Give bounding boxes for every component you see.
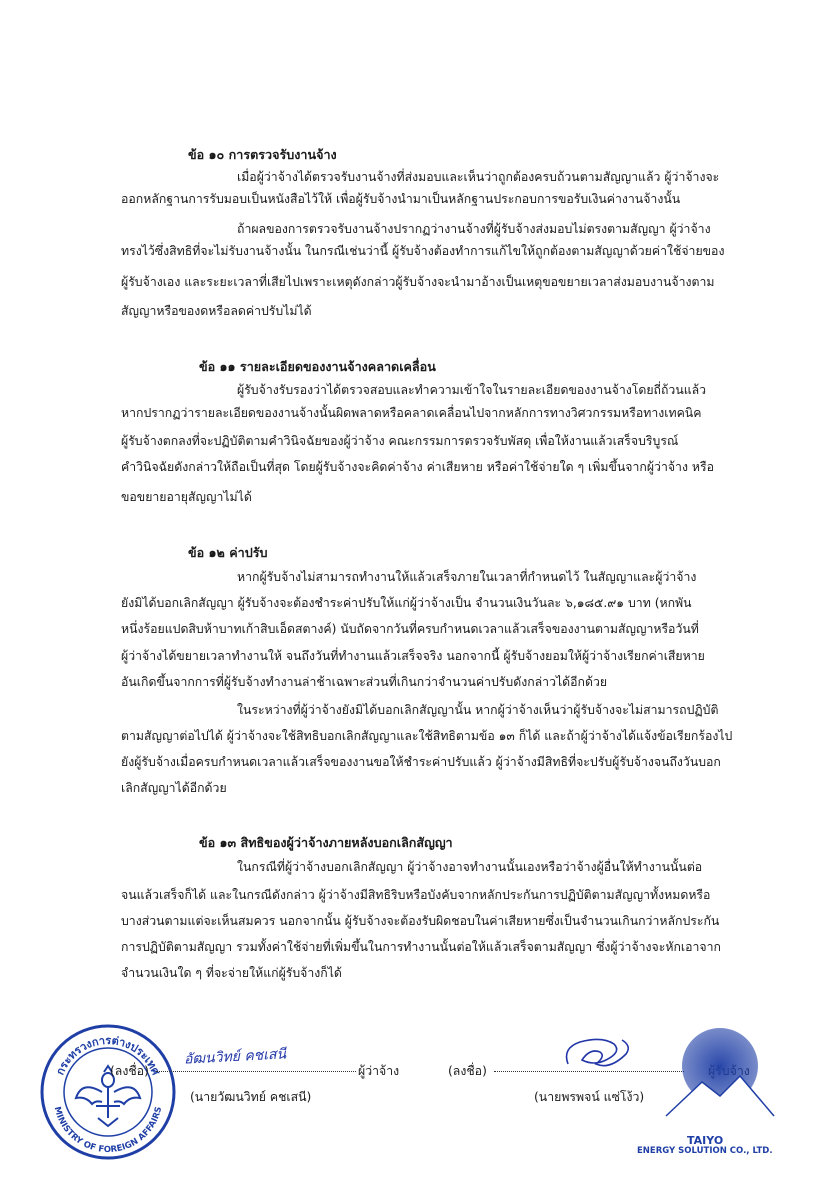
clause-10-line: ถ้าผลของการตรวจรับงานจ้างปรากฏว่างานจ้างที่ผู้รับจ้างส่งมอบไม่ตรงตามสัญญา ผู้ว่าจ้าง [237, 222, 711, 236]
clause-13-line: การปฏิบัติตามสัญญา รวมทั้งค่าใช้จ่ายที่เพิ่มขึ้นในการทำงานนั้นต่อให้แล้วเสร็จตามสัญญา ซึ่งผู้ว่าจ้างจะหักเอาจาก [121, 940, 721, 954]
clause-10-line: ผู้รับจ้างเอง และระยะเวลาที่เสียไปเพราะเหตุดังกล่าวผู้รับจ้างจะนำมาอ้างเป็นเหตุขอขยายเวลาส่งมอบงานจ้างตาม [121, 275, 715, 289]
clause-11-line: ผู้รับจ้างตกลงที่จะปฏิบัติตามคำวินิจฉัยของผู้ว่าจ้าง คณะกรรมการตรวจรับพัสดุ เพื่อให้งานแล้วเสร็จบริบูรณ์ [121, 434, 679, 448]
clause-11-line: ขอขยายอายุสัญญาไม่ได้ [121, 490, 252, 504]
clause-11-line: หากปรากฏว่ารายละเอียดของงานจ้างนั้นผิดพลาดหรือคลาดเคลื่อนไปจากหลักการทางวิศวกรรมหรือทางเทคนิค [121, 406, 702, 420]
clause-10-line: ทรงไว้ซึ่งสิทธิที่จะไม่รับงานจ้างนั้น ในกรณีเช่นว่านี้ ผู้รับจ้างต้องทำการแก้ไขให้ถูกต้องตามสัญญาด้วยค่าใช้จ่ายของ [121, 244, 725, 258]
clause-12-heading: ข้อ ๑๒ ค่าปรับ [188, 545, 268, 560]
clause-12-line: หากผู้รับจ้างไม่สามารถทำงานให้แล้วเสร็จภายในเวลาที่กำหนดไว้ ในสัญญาและผู้ว่าจ้าง [237, 570, 697, 584]
clause-13-line: จำนวนเงินใด ๆ ที่จะจ่ายให้แก่ผู้รับจ้างก็ได้ [121, 966, 342, 980]
clause-12-line: ยังมิได้บอกเลิกสัญญา ผู้รับจ้างจะต้องชำระค่าปรับให้แก่ผู้ว่าจ้างเป็น จำนวนเงินวันละ ๖,๑๘๕.๙๑ บาท (หกพัน [121, 596, 692, 610]
company-stamp-line1: TAIYO [687, 1134, 724, 1147]
contractor-name: (นายพรพจน์ แซ่โง้ว) [534, 1090, 645, 1104]
clause-13-line: บางส่วนตามแต่จะเห็นสมควร นอกจากนั้น ผู้รับจ้างจะต้องรับผิดชอบในค่าเสียหายซึ่งเป็นจำนวนเกินกว่าหลักประกัน [121, 914, 720, 928]
clause-10-heading: ข้อ ๑๐ การตรวจรับงานจ้าง [188, 147, 337, 162]
clause-13-line: ในกรณีที่ผู้ว่าจ้างบอกเลิกสัญญา ผู้ว่าจ้างอาจทำงานนั้นเองหรือว่าจ้างผู้อื่นให้ทำงานนั้นต่อ [237, 860, 703, 874]
clause-10-line: ออกหลักฐานการรับมอบเป็นหนังสือไว้ให้ เพื่อผู้รับจ้างนำมาเป็นหลักฐานประกอบการขอรับเงินค่างานจ้างนั้น [121, 192, 681, 206]
clause-11-line: คำวินิจฉัยดังกล่าวให้ถือเป็นที่สุด โดยผู้รับจ้างจะคิดค่าจ้าง ค่าเสียหาย หรือค่าใช้จ่ายใด ๆ เพิ่มขึ้นจากผู้ว่าจ้าง หรือ [121, 460, 714, 474]
clause-12-line: อันเกิดขึ้นจากการที่ผู้รับจ้างทำงานล่าช้าเฉพาะส่วนที่เกินกว่าจำนวนค่าปรับดังกล่าวได้อีกด้วย [121, 675, 608, 689]
contractor-sign-label: (ลงชื่อ) [448, 1064, 487, 1078]
clause-12-line: เลิกสัญญาได้อีกด้วย [121, 781, 227, 795]
company-stamp-icon [662, 1022, 778, 1120]
clause-11-heading: ข้อ ๑๑ รายละเอียดของงานจ้างคลาดเคลื่อน [199, 359, 436, 374]
ministry-seal-english: MINISTRY OF FOREIGN AFFAIRS [51, 1105, 165, 1156]
clause-13-heading: ข้อ ๑๓ สิทธิของผู้ว่าจ้างภายหลังบอกเลิกสัญญา [199, 835, 453, 850]
employer-role: ผู้ว่าจ้าง [358, 1064, 400, 1078]
clause-10-line: สัญญาหรือของดหรือลดค่าปรับไม่ได้ [121, 304, 312, 318]
employer-name: (นายวัฒนวิทย์ คชเสนี) [190, 1090, 312, 1104]
company-stamp-line2: ENERGY SOLUTION CO., LTD. [637, 1146, 773, 1156]
ministry-seal-icon [38, 1022, 178, 1162]
contractor-handwritten-signature [596, 1030, 597, 1031]
employer-handwritten-signature: อัฒนวิทย์ คชเสนี [183, 1046, 287, 1068]
clause-12-line: ผู้ว่าจ้างได้ขยายเวลาทำงานให้ จนถึงวันที่ทำงานแล้วเสร็จจริง นอกจากนี้ ผู้รับจ้างยอมให้ผู้ว่าจ้างเรียกค่าเสียหาย [121, 649, 705, 663]
employer-sign-label: (ลงชื่อ) [110, 1064, 149, 1078]
clause-10-line: เมื่อผู้ว่าจ้างได้ตรวจรับงานจ้างที่ส่งมอบและเห็นว่าถูกต้องครบถ้วนตามสัญญาแล้ว ผู้ว่าจ้างจะ [237, 170, 720, 184]
clause-12-line: ในระหว่างที่ผู้ว่าจ้างยังมิได้บอกเลิกสัญญานั้น หากผู้ว่าจ้างเห็นว่าผู้รับจ้างจะไม่สามารถปฏิบัติ [237, 703, 719, 717]
ministry-seal-thai: กระทรวงการต่างประเทศ [53, 1033, 163, 1078]
clause-11-line: ผู้รับจ้างรับรองว่าได้ตรวจสอบและทำความเข้าใจในรายละเอียดของงานจ้างโดยถี่ถ้วนแล้ว [237, 383, 707, 397]
contractor-signature-stroke [560, 1030, 640, 1076]
clause-12-line: หนึ่งร้อยแปดสิบห้าบาทเก้าสิบเอ็ดสตางค์) นับถัดจากวันที่ครบกำหนดเวลาแล้วเสร็จของงานตามสัญญาหรือวันที่ [121, 622, 699, 636]
clause-12-line: ยังผู้รับจ้างเมื่อครบกำหนดเวลาแล้วเสร็จของงานขอให้ชำระค่าปรับแล้ว ผู้ว่าจ้างมีสิทธิที่จะปรับผู้รับจ้างจนถึงวันบอก [121, 755, 721, 769]
clause-13-line: จนแล้วเสร็จก็ได้ และในกรณีดังกล่าว ผู้ว่าจ้างมีสิทธิริบหรือบังคับจากหลักประกันการปฏิบัติตามสัญญาทั้งหมดหรือ [121, 888, 711, 902]
clause-12-line: ตามสัญญาต่อไปได้ ผู้ว่าจ้างจะใช้สิทธิบอกเลิกสัญญาและใช้สิทธิตามข้อ ๑๓ ก็ได้ และถ้าผู้ว่าจ้างได้แจ้งข้อเรียกร้องไป [121, 729, 733, 743]
